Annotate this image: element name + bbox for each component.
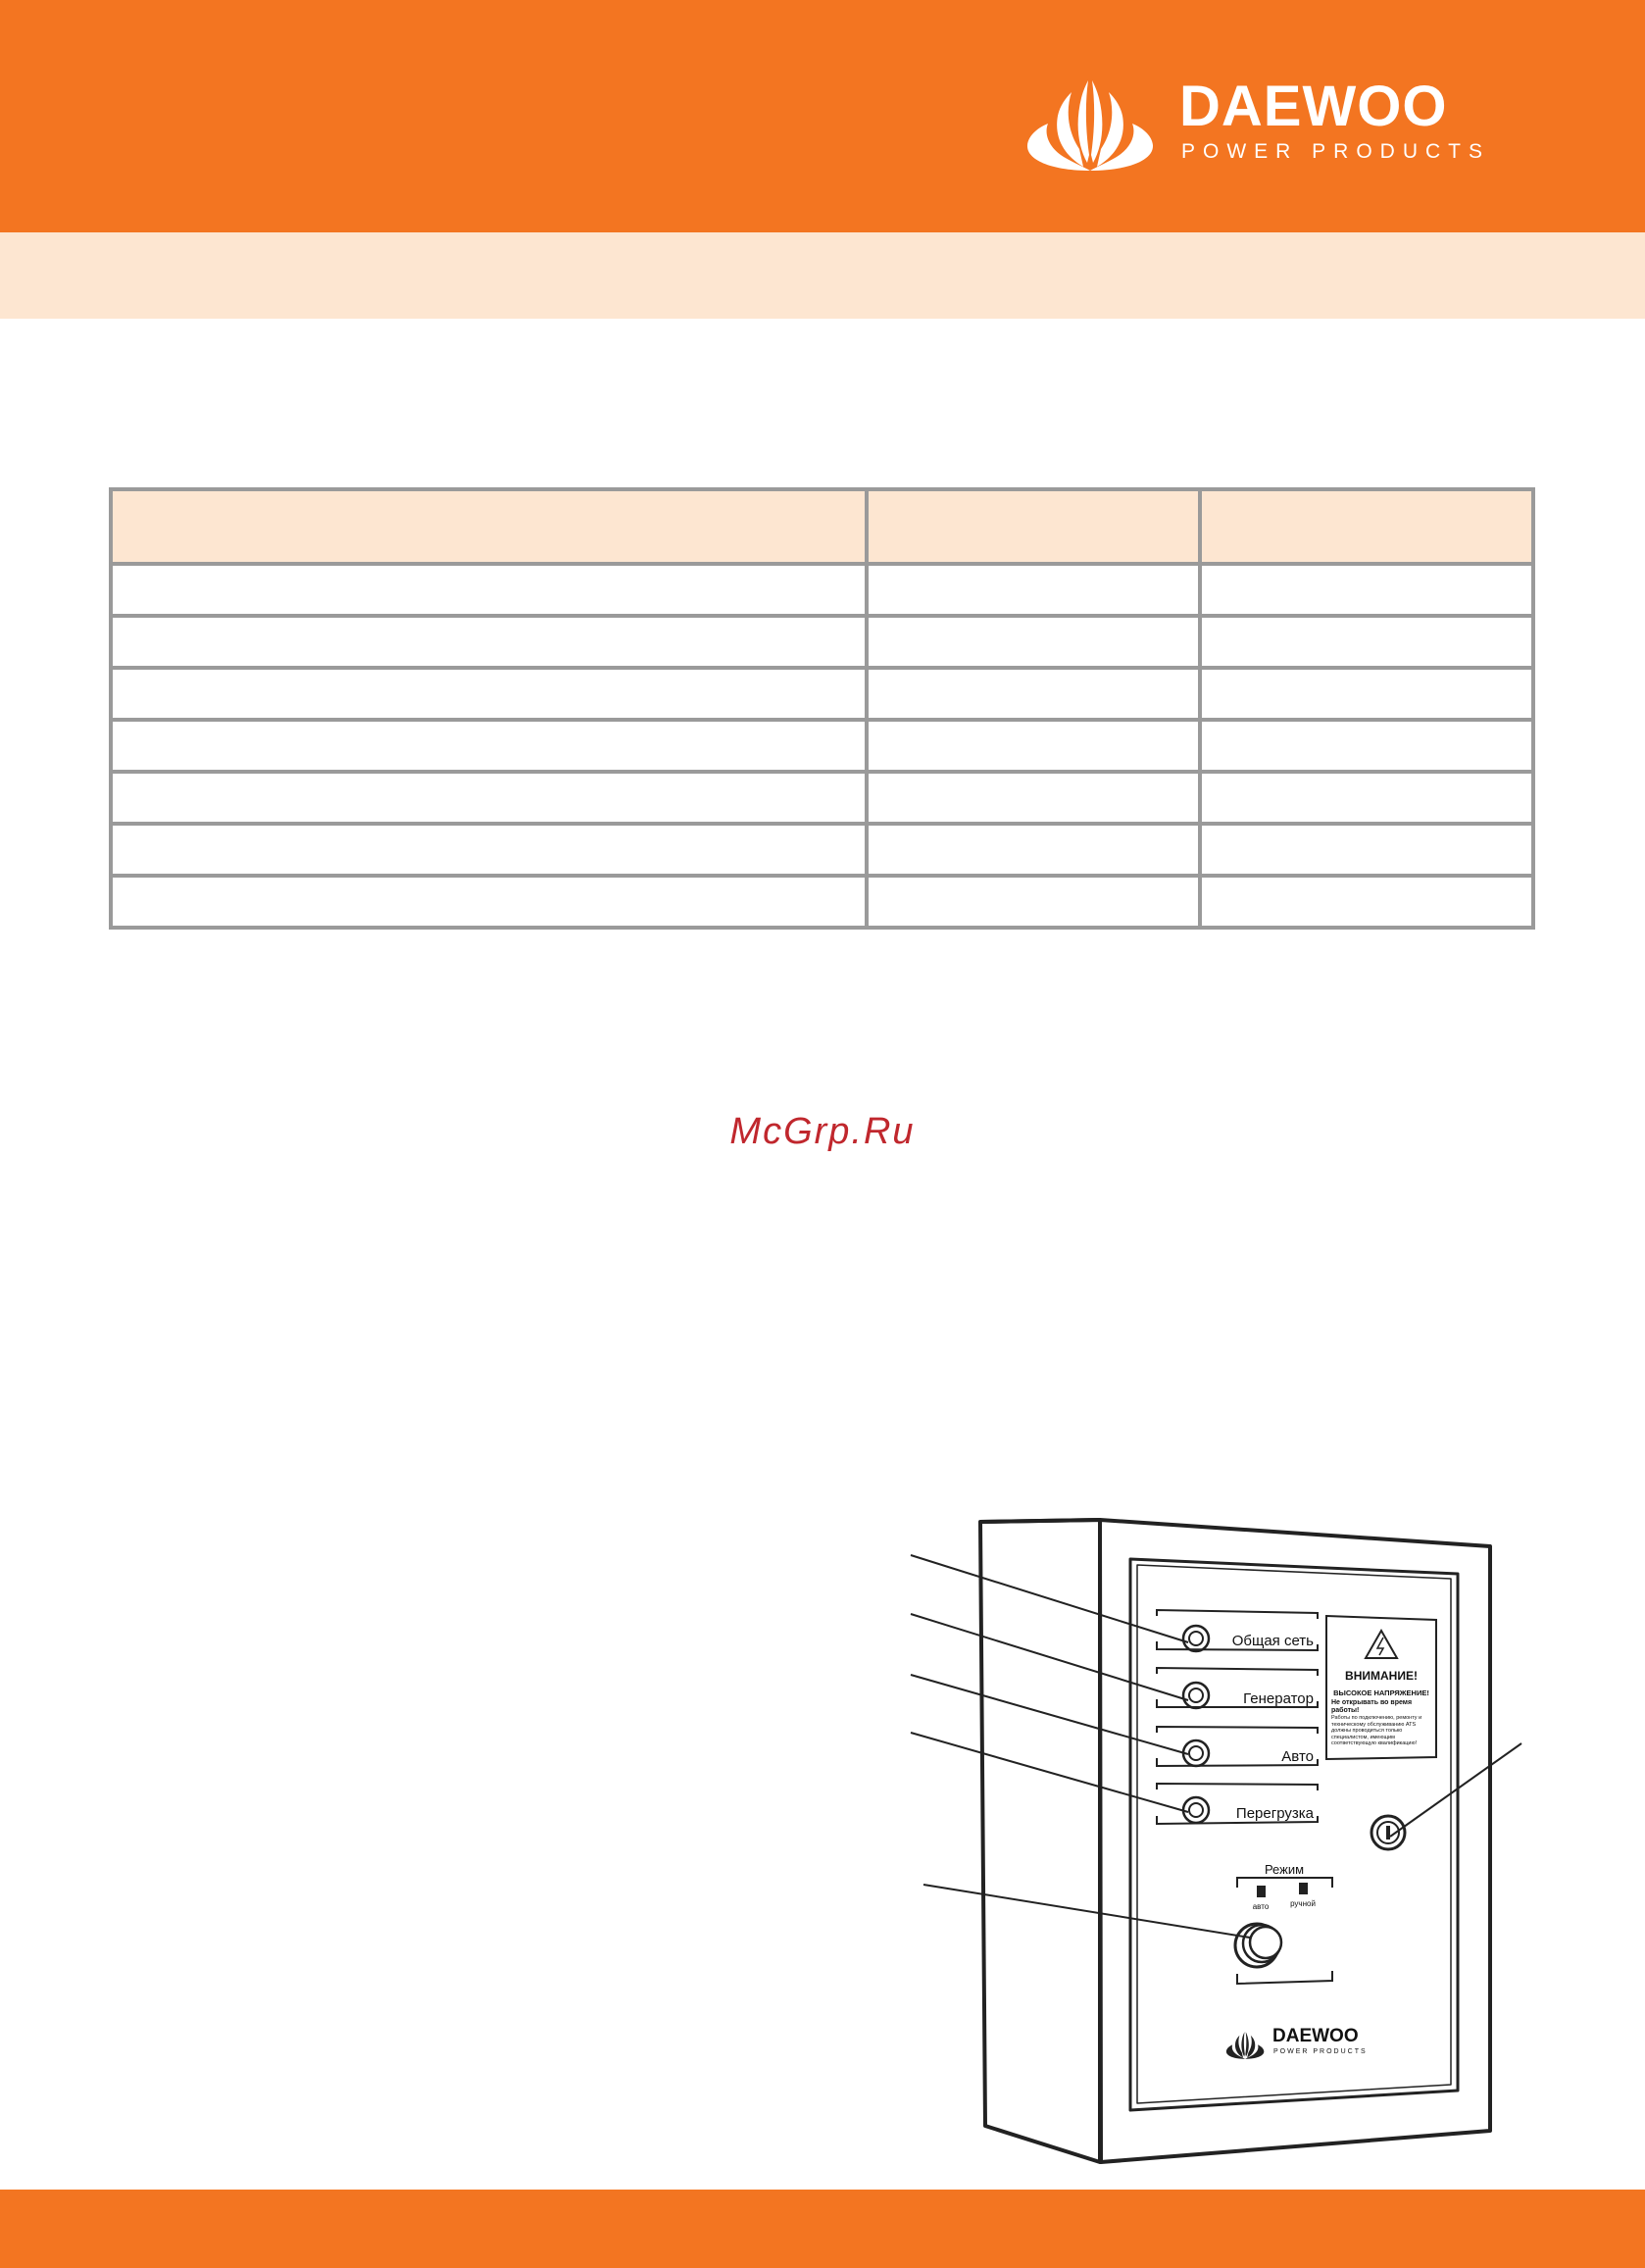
table-cell — [1200, 772, 1533, 824]
cabinet-back-edge — [980, 1520, 1100, 1522]
mode-auto-marker-icon — [1257, 1886, 1266, 1897]
indicator-label: Авто — [1281, 1748, 1314, 1765]
key-switch[interactable] — [1371, 1816, 1405, 1849]
table-cell — [867, 720, 1200, 772]
mode-title: Режим — [1264, 1862, 1305, 1877]
table-row — [111, 720, 1533, 772]
indicator-auto — [1157, 1727, 1318, 1766]
leader-line — [911, 1555, 1188, 1642]
table-cell — [111, 616, 867, 668]
table-row — [111, 668, 1533, 720]
table-row — [111, 876, 1533, 928]
indicator-label: Перегрузка — [1235, 1805, 1314, 1822]
table-cell — [111, 876, 867, 928]
table-row — [111, 824, 1533, 876]
mode-knob[interactable] — [1235, 1924, 1281, 1967]
table-cell — [111, 824, 867, 876]
brand-name: DAEWOO — [1179, 75, 1448, 138]
table-row — [111, 564, 1533, 616]
table-cell — [111, 668, 867, 720]
brand-logo — [1024, 76, 1515, 175]
panel-brand-logo — [1226, 2026, 1368, 2059]
spec-table — [109, 487, 1535, 930]
table-cell — [867, 876, 1200, 928]
table-cell — [1200, 876, 1533, 928]
table-header-row — [111, 489, 1533, 564]
table-cell — [867, 564, 1200, 616]
cabinet-side — [980, 1520, 1100, 2162]
key-slot-icon — [1386, 1826, 1390, 1840]
leader-line — [923, 1885, 1250, 1938]
mode-selector — [1235, 1862, 1332, 1984]
indicator-lamp-icon — [1183, 1683, 1209, 1708]
warning-line1: ВЫСОКОЕ НАПРЯЖЕНИЕ! — [1333, 1688, 1429, 1697]
cabinet-front — [1100, 1520, 1490, 2162]
panel-brand-sub: POWER PRODUCTS — [1273, 2048, 1368, 2055]
mode-manual-label: ручной — [1290, 1899, 1316, 1908]
table-cell — [1200, 616, 1533, 668]
table-row — [111, 772, 1533, 824]
subheader-band — [0, 232, 1645, 319]
footer-band — [0, 2190, 1645, 2268]
watermark-link[interactable]: McGrp.Ru — [729, 1111, 916, 1152]
table-header-cell — [867, 489, 1200, 564]
table-cell — [867, 616, 1200, 668]
table-cell — [867, 824, 1200, 876]
indicator-lamp-icon — [1183, 1797, 1209, 1823]
leader-line — [911, 1733, 1188, 1812]
indicator-overload — [1157, 1784, 1318, 1824]
warning-line2: Не открывать во время работы! — [1331, 1699, 1413, 1714]
panel-brand-name: DAEWOO — [1272, 2026, 1359, 2046]
indicator-general-grid — [1157, 1610, 1318, 1651]
table-cell — [867, 668, 1200, 720]
table-cell — [867, 772, 1200, 824]
table-cell — [1200, 824, 1533, 876]
mode-manual-marker-icon — [1299, 1883, 1308, 1894]
table-cell — [1200, 564, 1533, 616]
warning-title: ВНИМАНИЕ! — [1345, 1669, 1418, 1683]
indicator-generator — [1157, 1668, 1318, 1708]
high-voltage-icon — [1366, 1631, 1397, 1658]
table-header-cell — [1200, 489, 1533, 564]
table-header-cell — [111, 489, 867, 564]
table-cell — [111, 564, 867, 616]
mode-auto-label: авто — [1252, 1902, 1270, 1911]
brand-tagline: POWER PRODUCTS — [1181, 140, 1491, 163]
daewoo-fan-icon — [1024, 76, 1157, 175]
table-cell — [1200, 668, 1533, 720]
table-row — [111, 616, 1533, 668]
indicator-lamp-icon — [1183, 1626, 1209, 1651]
table-cell — [111, 772, 867, 824]
indicator-label: Генератор — [1243, 1690, 1314, 1707]
warning-body: Работы по подключению, ремонту и техническому обслуживанию АТS должны проводиться только специалистом, имеющим соответствующую квалификацию! — [1331, 1715, 1422, 1746]
ats-cabinet-illustration — [902, 1500, 1529, 2177]
warning-label — [1326, 1616, 1436, 1759]
daewoo-fan-icon — [1226, 2032, 1264, 2059]
table-cell — [111, 720, 867, 772]
table-cell — [1200, 720, 1533, 772]
indicator-label: Общая сеть — [1231, 1633, 1314, 1649]
